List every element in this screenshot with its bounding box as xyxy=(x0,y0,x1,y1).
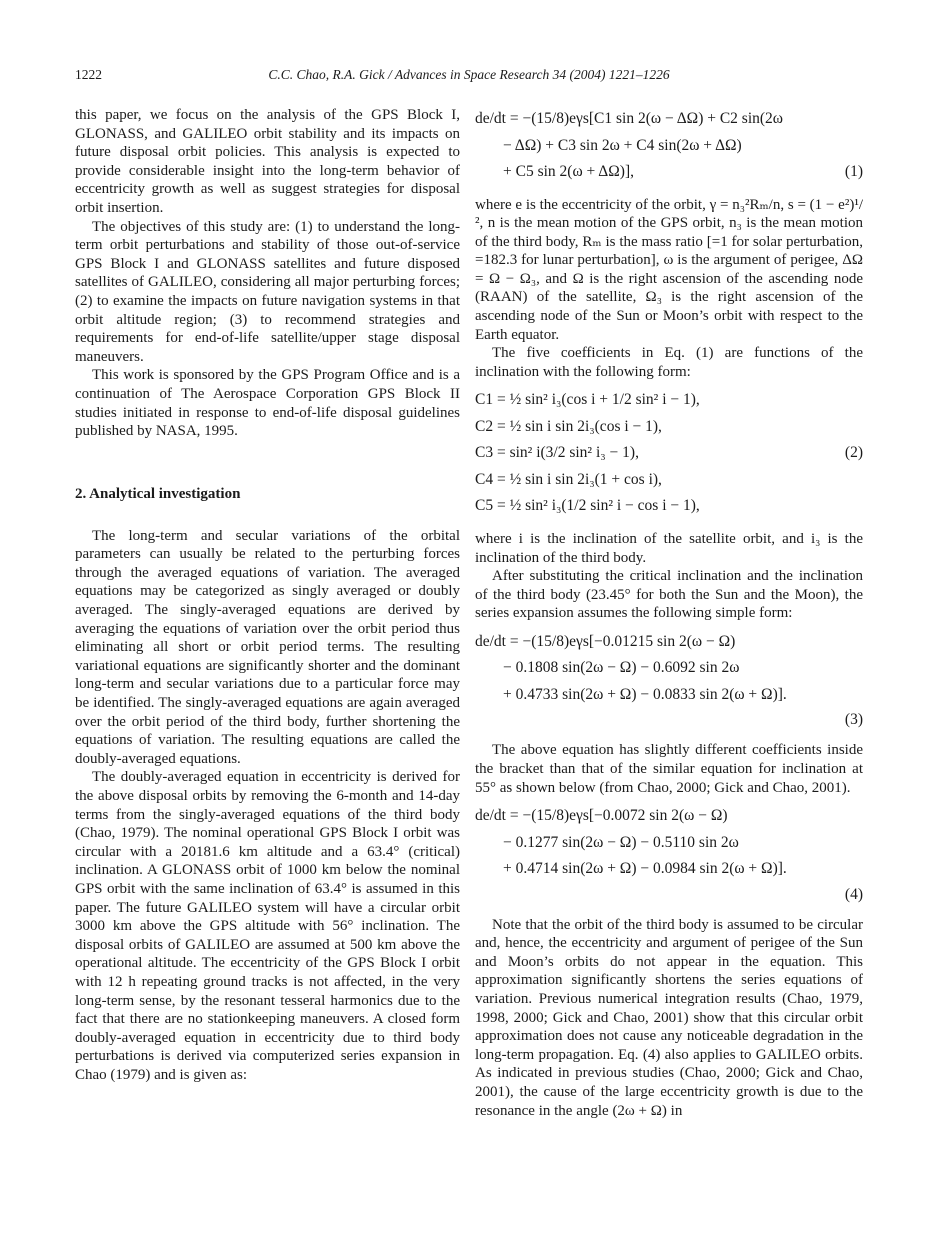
paragraph-sponsor: This work is sponsored by the GPS Program Office and is a continuation of The Aerospace Corporation GPS Block II studies initiated in response to end-of-life disposal guidelines published by NASA, 1995. xyxy=(75,367,460,440)
paragraph-different-coefficients: The above equation has slightly different coefficients inside the bracket than that of the similar equation for inclination at 55° as shown below (from Chao, 2000; Gick and Chao, 2001). xyxy=(475,742,863,796)
equation-3-line-3: + 0.4733 sin(2ω + Ω) − 0.0833 sin 2(ω + Ω)]. xyxy=(503,685,787,703)
page-number: 1222 xyxy=(75,67,102,82)
right-column xyxy=(475,106,863,1120)
equation-1 xyxy=(475,106,863,186)
equation-3 xyxy=(475,629,863,732)
paragraph-averaging: The long-term and secular variations of the orbital parameters can usually be related to the perturbing forces through the averaged equations of variation. The averaged equations may be categorized as singly averaged or doubly averaged. The singly-averaged equations are derived by averaging the equations of variation over the orbit period thus eliminating all short or orbit period terms. The resulting variational equations are significantly shorter and the dominant long-term and secular variations due to a particular force may be identified. The singly-averaged equations are again averaged over the orbit period of the third body, further shortening the equations of variation. The resulting equations are called the doubly-averaged equations. xyxy=(75,527,460,767)
equation-3-line-1: de/dt = −(15/8)eγs[−0.01215 sin 2(ω − Ω) xyxy=(475,632,736,650)
paragraph-intro: this paper, we focus on the analysis of the GPS Block I, GLONASS, and GALILEO orbit stability and its impacts on future disposal orbit policies. This analysis is expected to provide considerable insight into the long-term behavior of eccentricity growth as well as suggest strategies for disposal orbit insertion. xyxy=(75,107,460,216)
equation-3-number: (3) xyxy=(844,711,863,729)
equation-4-line-3: + 0.4714 sin(2ω + Ω) − 0.0984 sin 2(ω + Ω)]. xyxy=(503,860,787,878)
equation-2-line-5: C5 = ½ sin² i₃(1/2 sin² i − cos i − 1), xyxy=(475,497,700,515)
running-title: C.C. Chao, R.A. Gick / Advances in Space Research 34 (2004) 1221–1226 xyxy=(268,67,670,82)
equation-1-line-3 xyxy=(475,159,863,186)
paragraph-note-third-body: Note that the orbit of the third body is assumed to be circular and, hence, the eccentricity and argument of perigee of the Sun and Moon’s orbits do not appear in the equation. This approximation significantly shortens the series equations of variation. Previous numerical integration results (Chao, 1979, 1998, 2000; Gick and Chao, 2001) show that this circular orbit approximation does not cause any noticeable degradation in the long-term propagation. Eq. (4) also applies to GALILEO orbits. As indicated in previous studies (Chao, 2000; Gick and Chao, 2001), the cause of the large eccentricity growth is due to the resonance in the angle (2ω + Ω) in xyxy=(475,916,863,1119)
equation-4 xyxy=(475,803,863,906)
equation-2-line-1: C1 = ½ sin² i₃(cos i + 1/2 sin² i − 1), xyxy=(475,391,700,409)
paragraph-where-eq1: where e is the eccentricity of the orbit, γ = n₃²Rₘ/n, s = (1 − e²)¹/², n is the mean motion of the GPS orbit, n₃ is the mean motion of the third body, Rₘ is the mass ratio [=1 for solar perturbation, =182.3 for lunar perturbation], ω is the argument of perigee, ΔΩ = Ω − Ω₃, and Ω is the right ascension of the ascending node (RAAN) of the satellite, Ω₃ is the right ascension of the ascending node of the Sun or Moon’s orbit with respect to the Earth equator. xyxy=(475,196,863,343)
equation-2-line-4: C4 = ½ sin i sin 2i₃(1 + cos i), xyxy=(475,470,662,488)
equation-1-number: (1) xyxy=(844,163,863,180)
equation-4-line-1: de/dt = −(15/8)eγs[−0.0072 sin 2(ω − Ω) xyxy=(475,807,728,825)
equation-2-number: (2) xyxy=(844,444,863,462)
equation-1-line-1: de/dt = −(15/8)eγs[C1 sin 2(ω − ΔΩ) + C2 sin(2ω xyxy=(475,110,784,127)
equation-1-line-3-text: + C5 sin 2(ω + ΔΩ)], xyxy=(503,163,634,180)
equation-1-line-2: − ΔΩ) + C3 sin 2ω + C4 sin(2ω + ΔΩ) xyxy=(503,136,742,154)
equation-2-line-3 xyxy=(475,440,863,467)
equation-2-line-3-text: C3 = sin² i(3/2 sin² i₃ − 1), xyxy=(475,444,639,462)
paragraph-five-coefficients: The five coefficients in Eq. (1) are functions of the inclination with the following form: xyxy=(475,345,863,380)
equation-2 xyxy=(475,387,863,520)
paragraph-substitution: After substituting the critical inclination and the inclination of the third body (23.45° for both the Sun and the Moon), the series expansion assumes the following simple form: xyxy=(475,568,863,622)
section-heading-analytical-investigation: 2. Analytical investigation xyxy=(75,485,241,502)
page-header xyxy=(75,66,863,86)
equation-4-line-2: − 0.1277 sin(2ω − Ω) − 0.5110 sin 2ω xyxy=(503,833,739,851)
equation-2-line-2: C2 = ½ sin i sin 2i₃(cos i − 1), xyxy=(475,417,662,435)
equation-3-line-2: − 0.1808 sin(2ω − Ω) − 0.6092 sin 2ω xyxy=(503,659,740,677)
left-column xyxy=(75,106,460,1120)
paragraph-objectives: The objectives of this study are: (1) to understand the long-term orbit perturbations and stability of those out-of-service GPS Block I and GLONASS satellites and future disposed satellites of GALILEO, considering all major perturbing forces; (2) to examine the impacts on future navigation systems in that orbit altitude region; (3) to recommend strategies and requirements for end-of-life satellite/upper stage disposal maneuvers. xyxy=(75,218,460,365)
paragraph-doubly-averaged: The doubly-averaged equation in eccentricity is derived for the above disposal orbits by removing the 6-month and 14-day terms from the singly-averaged equations of the third body (Chao, 1979). The nominal operational GPS Block I orbit was circular with a 20181.6 km altitude and a 63.4° (critical) inclination. A GLONASS orbit of 1000 km below the nominal GPS orbit with the same inclination of 63.4° is assumed in this paper. The future GALILEO system will have a circular orbit 3000 km above the GPS altitude with 56° inclination. The disposal orbits of GALILEO are assumed at 500 km above the operational altitude. The eccentricity of the GPS Block I orbit with 12 h repeating ground tracks is not affected, in the very long-term sense, by the resonant tesseral harmonics due to the fact that there are no stationkeeping maneuvers. A closed form doubly-averaged equation in eccentricity due to third body perturbations is derived via computerized series expansion in Chao (1979) and is given as: xyxy=(75,769,460,1083)
two-column-body xyxy=(75,106,863,1120)
equation-4-number: (4) xyxy=(844,885,863,903)
paragraph-where-eq2: where i is the inclination of the satellite orbit, and i₃ is the inclination of the third body. xyxy=(475,530,863,566)
